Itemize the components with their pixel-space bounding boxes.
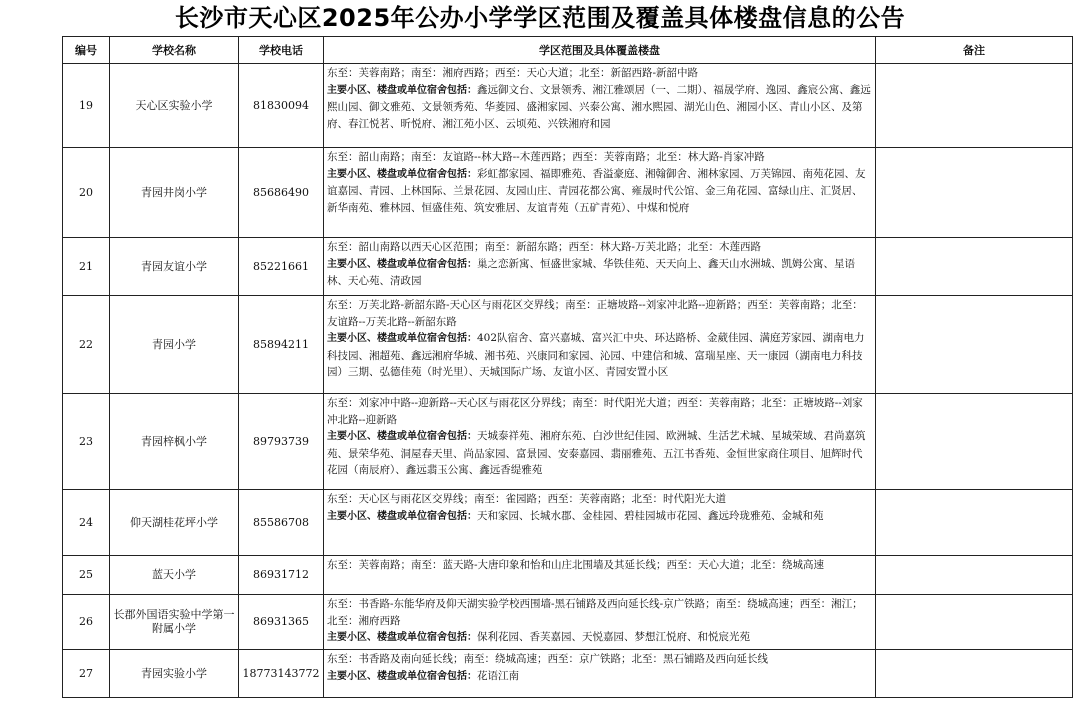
remark-cell xyxy=(876,148,1073,238)
table-row xyxy=(63,556,1073,595)
school-name: 蓝天小学 xyxy=(110,556,239,595)
table-row xyxy=(63,148,1073,238)
communities-text: 保利花园、香芙嘉园、天悦嘉园、梦想江悦府、和悦宸光苑 xyxy=(477,631,750,643)
communities-text: 花语江南 xyxy=(477,669,519,682)
row-number: 23 xyxy=(63,394,110,490)
header-phone: 学校电话 xyxy=(239,37,324,64)
district-range xyxy=(324,296,876,394)
school-phone: 85221661 xyxy=(239,238,324,296)
row-number: 27 xyxy=(63,650,110,698)
boundary-text: 东至：芙蓉南路；南至：蓝天路-大唐印象和怡和山庄北围墙及其延长线；西至：天心大道；北至：绕城高速 xyxy=(327,559,825,571)
table-row xyxy=(63,595,1073,650)
row-number: 25 xyxy=(63,556,110,595)
school-name: 天心区实验小学 xyxy=(110,64,239,148)
boundary-text: 东至：芙蓉南路；南至：湘府西路；西至：天心大道；北至：新韶西路-新韶中路 xyxy=(327,67,699,79)
school-name: 青园梓枫小学 xyxy=(110,394,239,490)
district-range xyxy=(324,148,876,238)
boundary-text: 东至：万芙北路-新韶东路-天心区与雨花区交界线；南至：正塘坡路--刘家冲北路--迎新路；西至：芙蓉南路；北至：友谊路--万芙北路--新韶东路 xyxy=(327,299,863,328)
school-name: 青园井岗小学 xyxy=(110,148,239,238)
remark-cell xyxy=(876,296,1073,394)
district-range xyxy=(324,650,876,698)
table-row xyxy=(63,650,1073,698)
remark-cell xyxy=(876,650,1073,698)
district-range xyxy=(324,490,876,556)
table-header-row xyxy=(63,37,1073,64)
school-district-table xyxy=(62,36,1073,698)
communities-label: 主要小区、楼盘或单位宿舍包括： xyxy=(327,84,477,96)
row-number: 19 xyxy=(63,64,110,148)
school-name: 长郡外国语实验中学第一附属小学 xyxy=(110,595,239,650)
boundary-text: 东至：书香路-东能华府及仰天湖实验学校西围墙-黑石铺路及西向延长线-京广铁路；南至：绕城高速；西至：湘江；北至：湘府西路 xyxy=(327,598,863,627)
remark-cell xyxy=(876,490,1073,556)
page-title: 长沙市天心区2025年公办小学学区范围及覆盖具体楼盘信息的公告 xyxy=(174,4,906,32)
table-row xyxy=(63,394,1073,490)
school-phone: 85686490 xyxy=(239,148,324,238)
communities-text: 天城泰祥苑、湘府东苑、白沙世纪佳园、欧洲城、生活艺术城、星城荣域、君尚嘉筑苑、景荣华苑、洞屋春天里、尚品家园、富景园、安泰嘉园、翡丽雅苑、五江书香苑、金恒世家商住项目、旭辉时代花园（南辰府）、鑫远翡玉公寓、鑫远香缇雅苑 xyxy=(327,430,866,476)
communities-label: 主要小区、楼盘或单位宿舍包括： xyxy=(327,670,477,682)
communities-text: 彩虹都家园、福即雅苑、香溢豪庭、湘翰御舍、湘林家园、万芙锦园、南苑花园、友谊嘉园、青园、上林国际、兰景花园、友园山庄、青园花都公寓、雍晟时代公馆、金三角花园、富绿山庄、汇贤居、新华南苑、雅林园、恒盛佳苑、筑安雅居、友谊青苑（五矿青苑）、中煤和悦府 xyxy=(327,167,866,214)
row-number: 26 xyxy=(63,595,110,650)
communities-label: 主要小区、楼盘或单位宿舍包括： xyxy=(327,333,477,344)
row-number: 20 xyxy=(63,148,110,238)
header-range: 学区范围及具体覆盖楼盘 xyxy=(324,37,876,64)
table-row xyxy=(63,490,1073,556)
communities-text: 巢之恋新寓、恒盛世家城、华铁佳苑、天天向上、鑫天山水洲城、凯姆公寓、星语林、天心苑、清政园 xyxy=(327,257,855,287)
communities-text: 天和家园、长城水郡、金桂园、碧桂园城市花园、鑫远玲珑雅苑、金城和苑 xyxy=(477,509,824,522)
district-range xyxy=(324,64,876,148)
school-phone: 86931365 xyxy=(239,595,324,650)
school-name: 青园友谊小学 xyxy=(110,238,239,296)
district-range xyxy=(324,556,876,595)
school-phone: 85894211 xyxy=(239,296,324,394)
remark-cell xyxy=(876,556,1073,595)
communities-label: 主要小区、楼盘或单位宿舍包括： xyxy=(327,431,477,442)
communities-label: 主要小区、楼盘或单位宿舍包括： xyxy=(327,632,477,643)
header-school-name: 学校名称 xyxy=(110,37,239,64)
remark-cell xyxy=(876,238,1073,296)
header-number: 编号 xyxy=(63,37,110,64)
communities-label: 主要小区、楼盘或单位宿舍包括： xyxy=(327,510,477,522)
school-name: 仰天湖桂花坪小学 xyxy=(110,490,239,556)
communities-text: 402队宿舍、富兴嘉城、富兴汇中央、环达路桥、金葳佳园、满庭芳家园、湖南电力科技园、湘超苑、鑫远湘府华城、湘书苑、兴康同和家园、沁园、中建信和城、富瑞星座、天一康园（湖南电力科技园）三期、弘德佳苑（时光里）、天城国际广场、友谊小区、青园安置小区 xyxy=(327,332,865,378)
header-remark: 备注 xyxy=(876,37,1073,64)
school-phone: 86931712 xyxy=(239,556,324,595)
table-row xyxy=(63,64,1073,148)
remark-cell xyxy=(876,394,1073,490)
communities-label: 主要小区、楼盘或单位宿舍包括： xyxy=(327,168,477,180)
school-phone: 81830094 xyxy=(239,64,324,148)
school-phone: 89793739 xyxy=(239,394,324,490)
district-range xyxy=(324,238,876,296)
district-range xyxy=(324,595,876,650)
school-phone: 18773143772 xyxy=(239,650,324,698)
boundary-text: 东至：刘家冲中路--迎新路--天心区与雨花区分界线；南至：时代阳光大道；西至：芙蓉南路；北至：正塘坡路--刘家冲北路--迎新路 xyxy=(327,397,863,426)
row-number: 22 xyxy=(63,296,110,394)
remark-cell xyxy=(876,595,1073,650)
table-row xyxy=(63,238,1073,296)
district-range xyxy=(324,394,876,490)
boundary-text: 东至：韶山南路以西天心区范围；南至：新韶东路；西至：林大路-万芙北路；北至：木莲西路 xyxy=(327,241,762,253)
boundary-text: 东至：韶山南路；南至：友谊路--林大路--木莲西路；西至：芙蓉南路；北至：林大路-肖家冲路 xyxy=(327,151,765,163)
school-phone: 85586708 xyxy=(239,490,324,556)
school-name: 青园小学 xyxy=(110,296,239,394)
communities-label: 主要小区、楼盘或单位宿舍包括： xyxy=(327,258,477,270)
boundary-text: 东至：书香路及南向延长线；南至：绕城高速；西至：京广铁路；北至：黑石铺路及西向延长线 xyxy=(327,653,768,665)
row-number: 24 xyxy=(63,490,110,556)
remark-cell xyxy=(876,64,1073,148)
boundary-text: 东至：天心区与雨花区交界线；南至：雀园路；西至：芙蓉南路；北至：时代阳光大道 xyxy=(327,493,726,505)
school-name: 青园实验小学 xyxy=(110,650,239,698)
communities-text: 鑫远御文台、文景领秀、湘江雅颂居（一、二期）、福晟学府、逸园、鑫宸公寓、鑫远熙山园、御文雅苑、文景领秀苑、华菱园、盛湘家园、兴泰公寓、湘水熙园、湖光山色、湘园小区、青山小区、及第府、春江悦茗、昕悦府、湘江苑小区、云顷苑、兴铁湘府和园 xyxy=(327,83,871,130)
row-number: 21 xyxy=(63,238,110,296)
table-row xyxy=(63,296,1073,394)
